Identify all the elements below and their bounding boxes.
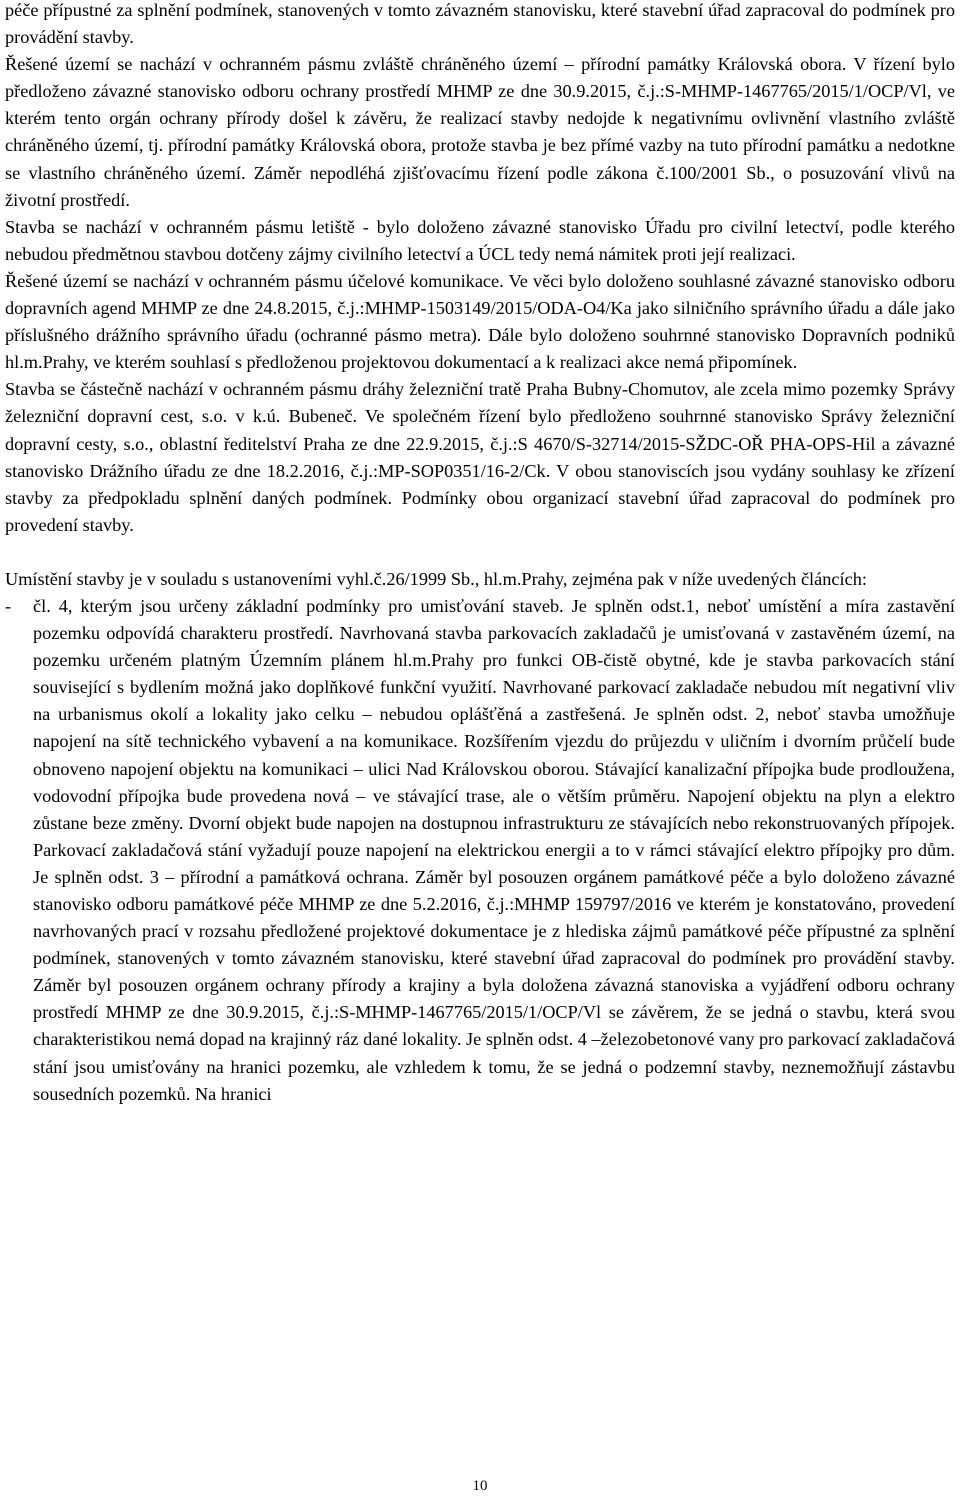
list-dash-marker: - — [5, 595, 12, 616]
paragraph-road-zone: Řešené území se nachází v ochranném pásmu účelové komunikace. Ve věci bylo doloženo souhlasné závazné stanovisko odboru dopravních agend MHMP ze dne 24.8.2015, č.j.:MHMP-1503149/2015/ODA-O4/Ka jako silničního správního úřadu a dále jako příslušného drážního správního úřadu (ochranné pásmo metra). Dále bylo doloženo souhrnné stanovisko Dopravních podniků hl.m.Prahy, ve kterém souhlasí s předloženou projektovou dokumentací a k realizaci akce nemá připomínek. — [5, 270, 955, 373]
paragraph-continuation: péče přípustné za splnění podmínek, stanovených v tomto závazném stanovisku, které stavební úřad zapracoval do podmínek pro provádění stavby. — [5, 0, 955, 48]
document-body — [5, 0, 955, 1108]
paragraph-spacer — [5, 539, 955, 566]
list-item — [5, 593, 955, 1108]
paragraph-nature-protection: Řešené území se nachází v ochranném pásmu zvláště chráněného území – přírodní památky Královská obora. V řízení bylo předloženo závazné stanovisko odboru ochrany prostředí MHMP ze dne 30.9.2015, č.j.:S-MHMP-1467765/2015/1/OCP/Vl, ve kterém tento orgán ochrany přírody došel k závěru, že realizací stavby nedojde k negativnímu ovlivnění vlastního zvláště chráněného území, tj. přírodní památky Královská obora, protože stavba je bez přímé vazby na tuto přírodní památku a nedotkne se vlastního chráněného území. Záměr nepodléhá zjišťovacímu řízení podle zákona č.100/2001 Sb., o posuzování vlivů na životní prostředí. — [5, 54, 955, 210]
paragraph-railway-zone: Stavba se částečně nachází v ochranném pásmu dráhy železniční tratě Praha Bubny-Chomutov, ale zcela mimo pozemky Správy železniční dopravní cest, s.o. v k.ú. Bubeneč. Ve společném řízení bylo předloženo souhrnné stanovisko Správy železniční dopravní cesty, s.o., oblastní ředitelství Praha ze dne 22.9.2015, č.j.:S 4670/S-32714/2015-SŽDC-OŘ PHA-OPS-Hil a závazné stanovisko Drážního úřadu ze dne 18.2.2016, č.j.:MP-SOP0351/16-2/Ck. V obou stanoviscích jsou vydány souhlasy ke zřízení stavby za předpokladu splnění daných podmínek. Podmínky obou organizací stavební úřad zapracoval do podmínek pro provedení stavby. — [5, 379, 955, 535]
page-number: 10 — [472, 1478, 488, 1494]
paragraph-regulation-intro: Umístění stavby je v souladu s ustanoveními vyhl.č.26/1999 Sb., hl.m.Prahy, zejména pak v níže uvedených článcích: — [5, 568, 867, 589]
list-item-text: čl. 4, kterým jsou určeny základní podmínky pro umisťování staveb. Je splněn odst.1, neboť umístění a míra zastavění pozemku odpovídá charakteru prostředí. Navrhovaná stavba parkovacích zakladačů je umisťovaná v zastavěném území, na pozemku určeném platným Územním plánem hl.m.Prahy pro funkci OB-čistě obytné, kde je stavba parkovacích stání související s bydlením možná jako doplňkové funkční využití. Navrhované parkovací zakladače nebudou mít negativní vliv na urbanismus okolí a lokality jako celku – nebudou oplášťěná a zastřešená. Je splněn odst. 2, neboť stavba umožňuje napojení na sítě technického vybavení a na komunikace. Rozšířením vjezdu do průjezdu v uličním i dvorním průčelí bude obnoveno napojení objektu na komunikaci – ulici Nad Královskou oborou. Stávající kanalizační přípojka bude prodloužena, vodovodní přípojka bude provedena nová – ve stávající trase, ale o větším průměru. Napojení objektu na plyn a elektro zůstane beze změny. Dvorní objekt bude napojen na dostupnou infrastrukturu ze stávajících nebo rekonstruovaných přípojek. Parkovací zakladačová stání vyžadují pouze napojení na elektrickou energii a to v rámci stávající elektro přípojky pro dům. Je splněn odst. 3 – přírodní a památková ochrana. Záměr byl posouzen orgánem památkové péče a bylo doloženo závazné stanovisko odboru památkové péče MHMP ze dne 5.2.2016, č.j.:MHMP 159797/2016 ve kterém je konstatováno, provedení navrhovaných prací v rozsahu předložené projektové dokumentace je z hlediska zájmů památkové péče přípustné za splnění podmínek, stanovených v tomto závazném stanovisku, které stavební úřad zapracoval do podmínek pro provádění stavby. Záměr byl posouzen orgánem ochrany přírody a krajiny a byla doložena závazná stanoviska a vyjádření odboru ochrany prostředí MHMP ze dne 30.9.2015, č.j.:S-MHMP-1467765/2015/1/OCP/Vl se závěrem, že se jedná o stavbu, která svou charakteristikou nemá dopad na krajinný ráz dané lokality. Je splněn odst. 4 –železobetonové vany pro parkovací zakladačová stání jsou umisťovány na hranici pozemku, ale vzhledem k tomu, že se jedná o podzemní stavby, neznemožňují zástavbu sousedních pozemků. Na hranici — [33, 595, 955, 1104]
paragraph-airport-zone: Stavba se nachází v ochranném pásmu letiště - bylo doloženo závazné stanovisko Úřadu pro civilní letectví, podle kterého nebudou předmětnou stavbou dotčeny zájmy civilního letectví a ÚCL tedy nemá námitek proti její realizaci. — [5, 216, 955, 264]
